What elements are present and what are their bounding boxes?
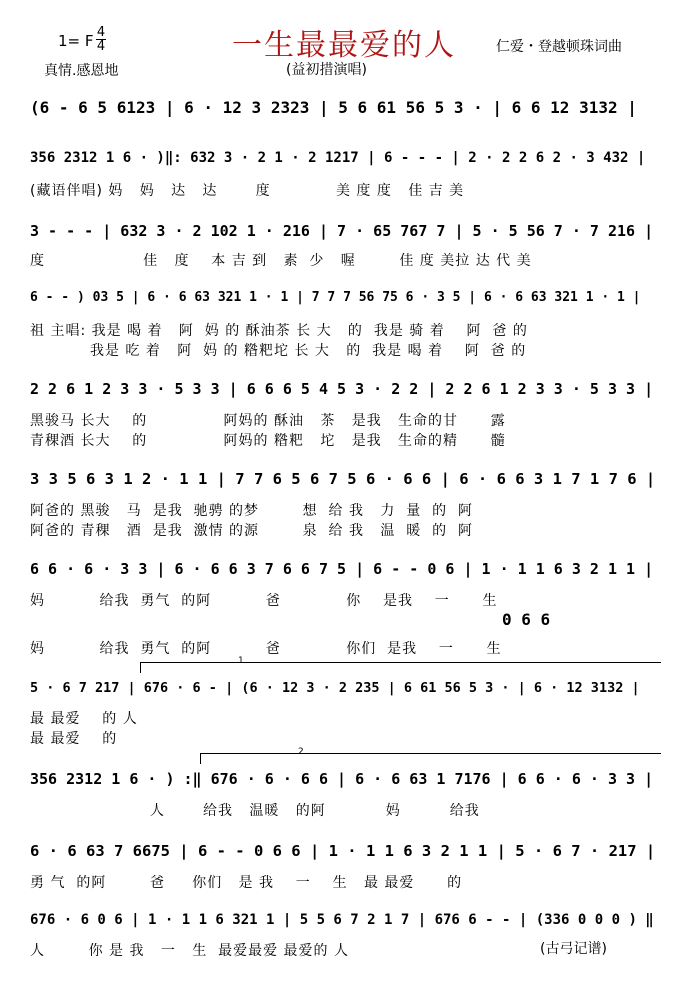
lyric-line: (藏语伴唱) 妈 妈 达 达 度 美 度 度 佳 吉 美 (30, 183, 465, 199)
notation-line: 356 2312 1 6 · )‖: 632 3 · 2 1 · 2 1217 | 6 - - - | 2 · 2 2 6 2 · 3 432 | (30, 150, 646, 166)
notation-line: 676 · 6 0 6 | 1 · 1 1 6 321 1 | 5 5 6 7 2 1 7 | 676 6 - - | (336 0 0 0 ) ‖ (30, 912, 654, 928)
notation-line: 6 · 6 63 7 6675 | 6 - - 0 6 6 | 1 · 1 1 6 3 2 1 1 | 5 · 6 7 · 217 | (30, 842, 656, 860)
notation-line: (6 - 6 5 6123 | 6 · 12 3 2323 | 5 6 61 56 5 3 · | 6 6 12 3132 | (30, 98, 637, 117)
volta-bracket-1 (140, 662, 661, 673)
song-title: 一生最最爱的人 (232, 28, 456, 63)
lyric-line: 妈 给我 勇气 的阿 爸 你们 是我 一 生 (30, 641, 502, 657)
lyric-line: 度 佳 度 本 吉 到 素 少 喔 佳 度 美拉 达 代 美 (30, 253, 532, 269)
key-signature: 1= F (58, 32, 94, 50)
time-signature (96, 26, 106, 53)
notation-line: 3 3 5 6 3 1 2 · 1 1 | 7 7 6 5 6 7 5 6 · 6 6 | 6 · 6 6 3 1 7 1 7 6 | (30, 470, 656, 488)
transcriber-note: (古弓记谱) (540, 941, 607, 957)
notation-line: 356 2312 1 6 · ) :‖ 676 · 6 · 6 6 | 6 · 6 63 1 7176 | 6 6 · 6 · 3 3 | (30, 770, 654, 788)
lyric-line: 我是 吃 着 阿 妈 的 糌粑坨 长 大 的 我是 喝 着 阿 爸 的 (30, 343, 527, 359)
lyric-line: 勇 气 的阿 爸 你们 是 我 一 生 最 最爱 的 (30, 875, 463, 891)
notation-line: 3 - - - | 632 3 · 2 102 1 · 216 | 7 · 65 767 7 | 5 · 5 56 7 · 7 216 | (30, 222, 654, 240)
performance-mood: 真情.感恩地 (44, 63, 119, 79)
lyric-line: 最 最爱 的 人 (30, 711, 138, 727)
singer-credit: (益初措演唱) (286, 62, 367, 78)
lyric-line: 最 最爱 的 (30, 731, 118, 747)
composer-credit: 仁爱・登越顿珠词曲 (496, 39, 622, 55)
notation-line: 2 2 6 1 2 3 3 · 5 3 3 | 6 6 6 5 4 5 3 · 2 2 | 2 2 6 1 2 3 3 · 5 3 3 | (30, 380, 654, 398)
notation-line: 5 · 6 7 217 | 676 · 6 - | (6 · 12 3 · 2 235 | 6 61 56 5 3 · | 6 · 12 3132 | (30, 680, 640, 696)
lyric-line: 黑骏马 长大 的 阿妈的 酥油 茶 是我 生命的甘 露 (30, 413, 506, 429)
volta-number: 1 (238, 656, 244, 666)
volta-number: 2 (298, 747, 304, 757)
notation-line: 6 6 · 6 · 3 3 | 6 · 6 6 3 7 6 6 7 5 | 6 - - 0 6 | 1 · 1 1 6 3 2 1 1 | (30, 560, 654, 578)
lyric-line: 人 你 是 我 一 生 最爱最爱 最爱的 人 (30, 943, 350, 959)
lyric-line: 妈 给我 勇气 的阿 爸 你 是我 一 生 (30, 593, 498, 609)
lyric-line: 青稞酒 长大 的 阿妈的 糌粑 坨 是我 生命的精 髓 (30, 433, 506, 449)
volta-bracket-2 (200, 753, 661, 764)
time-bottom: 4 (96, 39, 106, 54)
lyric-line: 人 给我 温暖 的阿 妈 给我 (30, 803, 480, 819)
notation-line: 6 - - ) 03 5 | 6 · 6 63 321 1 · 1 | 7 7 7 56 75 6 · 3 5 | 6 · 6 63 321 1 · 1 | (30, 290, 641, 305)
lyric-line: 祖 主唱: 我是 喝 着 阿 妈 的 酥油茶 长 大 的 我是 骑 着 阿 爸 的 (30, 323, 528, 339)
lyric-line: 阿爸的 青稞 酒 是我 激情 的源 泉 给 我 温 暖 的 阿 (30, 523, 474, 539)
lyric-line: 阿爸的 黑骏 马 是我 驰骋 的梦 想 给 我 力 量 的 阿 (30, 503, 474, 519)
notation-line: 0 6 6 (30, 610, 551, 629)
time-top: 4 (96, 25, 106, 40)
